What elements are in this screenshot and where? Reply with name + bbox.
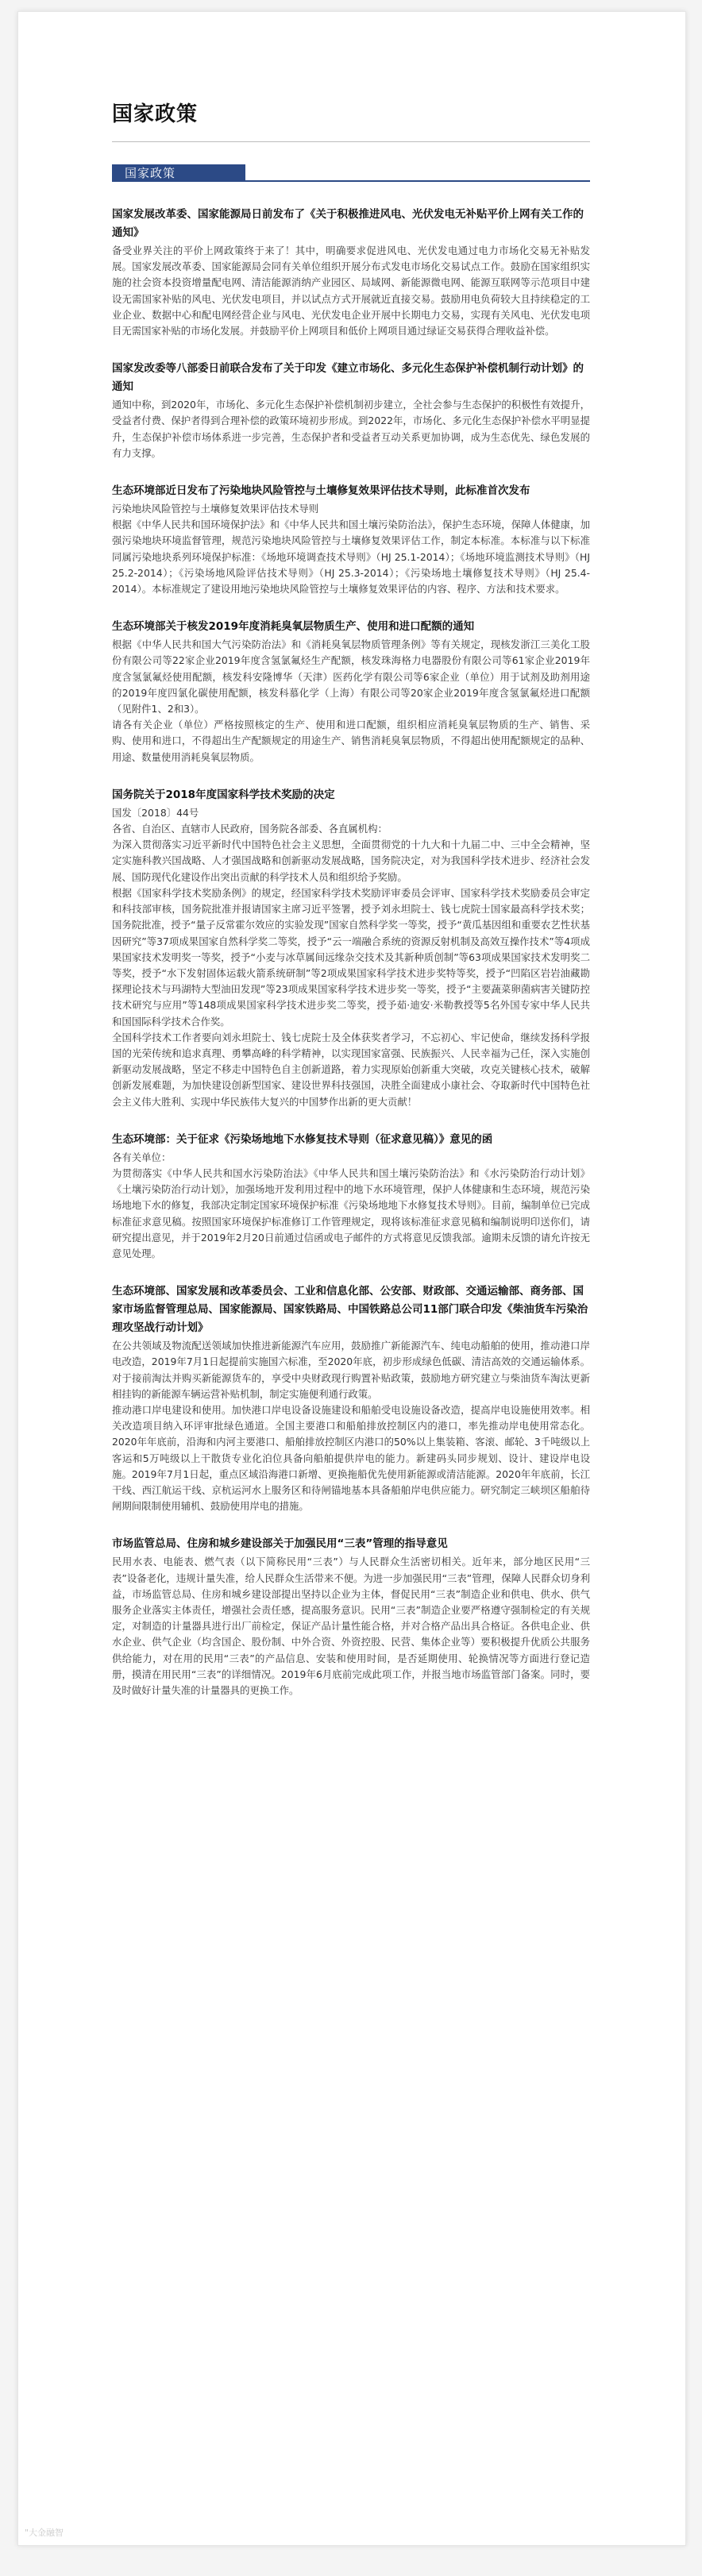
article-title: 国家发改委等八部委日前联合发布了关于印发《建立市场化、多元化生态保护补偿机制行动计划》的通知 bbox=[112, 362, 584, 394]
article-paragraph: 备受业界关注的平价上网政策终于来了！其中，明确要求促进风电、光伏发电通过电力市场化交易无补贴发展。国家发展改革委、国家能源局会同有关单位组织开展分布式发电市场化交易试点工作。鼓励在国家组织实施的社会资本投资增量配电网、清洁能源消纳产业园区、局域网、新能源微电网、能源互联网等示范项目中建设无需国家补贴的风电、光伏发电项目，并以试点方式开展就近直接交易。鼓励用电负荷较大且持续稳定的工业企业、数据中心和配电网经营企业与风电、光伏发电企业开展中长期电力交易，实现有关风电、光伏发电项目无需国家补贴的市场化发展。并鼓励平价上网项目和低价上网项目通过绿证交易获得合理收益补偿。 bbox=[112, 245, 590, 337]
article bbox=[112, 618, 590, 765]
article-paragraph: 污染地块风险管控与土壤修复效果评估技术导则 bbox=[112, 503, 319, 515]
article bbox=[112, 206, 590, 339]
article-paragraph: 各省、自治区、直辖市人民政府，国务院各部委、各直属机构： bbox=[112, 823, 388, 835]
article-title: 生态环境部：关于征求《污染场地地下水修复技术导则（征求意见稿）》意见的函 bbox=[112, 1132, 493, 1146]
title-divider bbox=[112, 141, 590, 142]
article-paragraph: 各有关单位： bbox=[112, 1151, 172, 1163]
section-header-label: 国家政策 bbox=[125, 166, 176, 180]
article-paragraph: 国发〔2018〕44号 bbox=[112, 806, 199, 819]
article-title: 国务院关于2018年度国家科学技术奖励的决定 bbox=[112, 788, 335, 801]
article-title: 市场监管总局、住房和城乡建设部关于加强民用“三表”管理的指导意见 bbox=[112, 1537, 448, 1551]
article bbox=[112, 1535, 590, 1699]
article bbox=[112, 482, 590, 597]
article-paragraph: 通知中称，到2020年，市场化、多元化生态保护补偿机制初步建立，全社会参与生态保护的积极性有效提升，受益者付费、保护者得到合理补偿的政策环境初步形成。到2022年，市场化、多元化生态保护补偿水平明显提升，生态保护补偿市场体系进一步完善，生态保护者和受益者互动关系更加协调，成为生态优先、绿色发展的有力支撑。 bbox=[112, 399, 590, 459]
article-paragraph: 根据《中华人民共和国环境保护法》和《中华人民共和国土壤污染防治法》，保护生态环境，保障人体健康，加强污染地块环境监督管理，规范污染地块风险管控与土壤修复效果评估工作，制定本标准。本标准与以下标准同属污染地块系列环境保护标准：《场地环境调查技术导则》（HJ 25.1-2014）；《场地环境监测技术导则》（HJ 25.2-2014）；《污染场地风险评估技术导则》（HJ 25.3-2014）；《污染场地土壤修复技术导则》（HJ 25.4-2014）。本标准规定了建设用地污染地块风险管控与土壤修复效果评估的内容、程序、方法和技术要求。 bbox=[112, 519, 590, 596]
section-header bbox=[112, 164, 590, 182]
article-list bbox=[112, 206, 590, 1699]
article bbox=[112, 360, 590, 461]
article-paragraph: 为贯彻落实《中华人民共和国水污染防治法》《中华人民共和国土壤污染防治法》和《水污染防治行动计划》《土壤污染防治行动计划》，加强场地开发利用过程中的地下水环境管理，保护人体健康和生态环境，规范污染场地地下水的修复，我部决定制定国家环境保护标准《污染场地地下水修复技术导则》。目前，编制单位已完成标准征求意见稿。按照国家环境保护标准修订工作管理规定，现将该标准征求意见稿和编制说明印送你们，请研究提出意见，并于2019年2月20日前通过信函或电子邮件的方式将意见反馈我部。逾期未反馈的请允许按无意见处理。 bbox=[112, 1167, 590, 1259]
article-title: 生态环境部、国家发展和改革委员会、工业和信息化部、公安部、财政部、交通运输部、商务部、国家市场监督管理总局、国家能源局、国家铁路局、中国铁路总公司11部门联合印发《柴油货车污染治理攻坚战行动计划》 bbox=[112, 1285, 588, 1335]
article-title: 生态环境部近日发布了污染地块风险管控与土壤修复效果评估技术导则，此标准首次发布 bbox=[112, 484, 530, 498]
document-content bbox=[112, 98, 590, 1719]
article-title: 生态环境部关于核发2019年度消耗臭氧层物质生产、使用和进口配额的通知 bbox=[112, 620, 475, 634]
article-paragraph: 根据《中华人民共和国大气污染防治法》和《消耗臭氧层物质管理条例》等有关规定，现核发浙江三美化工股份有限公司等22家企业2019年度含氢氯氟烃生产配额，核发珠海格力电器股份有限公司等61家企业2019年度含氢氯氟烃使用配额，核发科安隆博华（天津）医药化学有限公司等6家企业（单位）用于试剂及助剂用途的2019年度四氯化碳使用配额，核发科慕化学（上海）有限公司等20家企业2019年度含氢氯氟烃进口配额（见附件1、2和3）。 bbox=[112, 638, 590, 715]
article bbox=[112, 1282, 590, 1514]
article bbox=[112, 786, 590, 1110]
watermark: "大金融智 bbox=[25, 2528, 64, 2538]
article-paragraph: 推动港口岸电建设和使用。加快港口岸电设备设施建设和船舶受电设施设备改造，提高岸电设施使用效率。相关改造项目纳入环评审批绿色通道。全国主要港口和船舶排放控制区内的港口，率先推动岸电使用常态化。2020年年底前，沿海和内河主要港口、船舶排放控制区内港口的50%以上集装箱、客滚、邮轮、3千吨级以上客运和5万吨级以上干散货专业化泊位具备向船舶提供岸电的能力。新建码头同步规划、设计、建设岸电设施。2019年7月1日起，重点区域沿海港口新增、更换拖船优先使用新能源或清洁能源。2020年年底前，长江干线、西江航运干线、京杭运河水上服务区和待闸锚地基本具备船舶岸电供应能力。研究制定三峡坝区船舶待闸期间限制使用辅机、鼓励使用岸电的措施。 bbox=[112, 1403, 590, 1513]
article-paragraph: 全国科学技术工作者要向刘永坦院士、钱七虎院士及全体获奖者学习，不忘初心、牢记使命，继续发扬科学报国的光荣传统和追求真理、勇攀高峰的科学精神，以实现国家富强、民族振兴、人民幸福为己任，深入实施创新驱动发展战略，坚定不移走中国特色自主创新道路，着力实现原始创新重大突破，攻克关键核心技术，破解创新发展难题，为加快建设创新型国家、建设世界科技强国，决胜全面建成小康社会、夺取新时代中国特色社会主义伟大胜利、实现中华民族伟大复兴的中国梦作出新的更大贡献！ bbox=[112, 1031, 590, 1108]
article-paragraph: 为深入贯彻落实习近平新时代中国特色社会主义思想，全面贯彻党的十九大和十九届二中、三中全会精神，坚定实施科教兴国战略、人才强国战略和创新驱动发展战略，国务院决定，对为我国科学技术进步、经济社会发展、国防现代化建设作出突出贡献的科学技术人员和组织给予奖励。 bbox=[112, 839, 590, 883]
article-paragraph: 民用水表、电能表、燃气表（以下简称民用“三表”）与人民群众生活密切相关。近年来，部分地区民用“三表”设备老化，违规计量失准，给人民群众生活带来不便。为进一步加强民用“三表”管理，保障人民群众切身利益，市场监管总局、住房和城乡建设部提出坚持以企业为主体，督促民用“三表”制造企业和供电、供水、供气服务企业落实主体责任，增强社会责任感，提高服务意识。民用“三表”制造企业要严格遵守强制检定的有关规定，对制造的计量器具进行出厂前检定，保证产品计量性能合格，并对合格产品出具合格证。各供电企业、供水企业、供气企业（均含国企、股份制、中外合资、外资控股、民营、集体企业等）要积极提升优质公共服务供给能力，对在用的民用“三表”的产品信息、安装和使用时间，是否延期使用、轮换情况等方面进行登记造册，摸清在用民用“三表”的详细情况。2019年6月底前完成此项工作，并报当地市场监管部门备案。同时，要及时做好计量失准的计量器具的更换工作。 bbox=[112, 1556, 590, 1697]
document-page bbox=[17, 11, 686, 2546]
article-paragraph: 请各有关企业（单位）严格按照核定的生产、使用和进口配额，组织相应消耗臭氧层物质的生产、销售、采购、使用和进口，不得超出生产配额规定的用途生产、销售消耗臭氧层物质，不得超出使用配额规定的品种、用途、数量使用消耗臭氧层物质。 bbox=[112, 719, 590, 763]
article-paragraph: 在公共领域及物流配送领域加快推进新能源汽车应用，鼓励推广新能源汽车、纯电动船舶的使用，推动港口岸电改造，2019年7月1日起提前实施国六标准，至2020年底，初步形成绿色低碳、清洁高效的交通运输体系。对于接前淘汰并购买新能源货车的，享受中央财政现行购置补贴政策，鼓励地方研究建立与柴油货车淘汰更新相挂钩的新能源车辆运营补贴机制，制定实施便利通行政策。 bbox=[112, 1340, 590, 1400]
article bbox=[112, 1131, 590, 1262]
article-paragraph: 根据《国家科学技术奖励条例》的规定，经国家科学技术奖励评审委员会评审、国家科学技术奖励委员会审定和科技部审核，国务院批准并报请国家主席习近平签署，授予刘永坦院士、钱七虎院士国家最高科学技术奖；国务院批准，授予“量子反常霍尔效应的实验发现”国家自然科学奖一等奖，授予“黄瓜基因组和重要农艺性状基因研究”等37项成果国家自然科学奖二等奖，授予“云一端融合系统的资源反射机制及高效互操作技术”等4项成果国家技术发明奖一等奖，授予“小麦与冰草属间远缘杂交技术及其新种质创制”等63项成果国家技术发明奖二等奖，授予“水下发射固体运载火箭系统研制”等2项成果国家科学技术进步奖特等奖，授予“凹陷区岩岩油藏勘探理论技术与玛湖特大型油田发现”等23项成果国家科学技术进步奖一等奖，授予“主要蔬菜卵菌病害关键防控技术研究与应用”等148项成果国家科学技术进步奖二等奖，授予茹·迪安·米勒教授等5名外国专家中华人民共和国国际科学技术合作奖。 bbox=[112, 886, 590, 1028]
article-title: 国家发展改革委、国家能源局日前发布了《关于积极推进风电、光伏发电无补贴平价上网有关工作的通知》 bbox=[112, 208, 584, 239]
page-title: 国家政策 bbox=[112, 102, 199, 126]
